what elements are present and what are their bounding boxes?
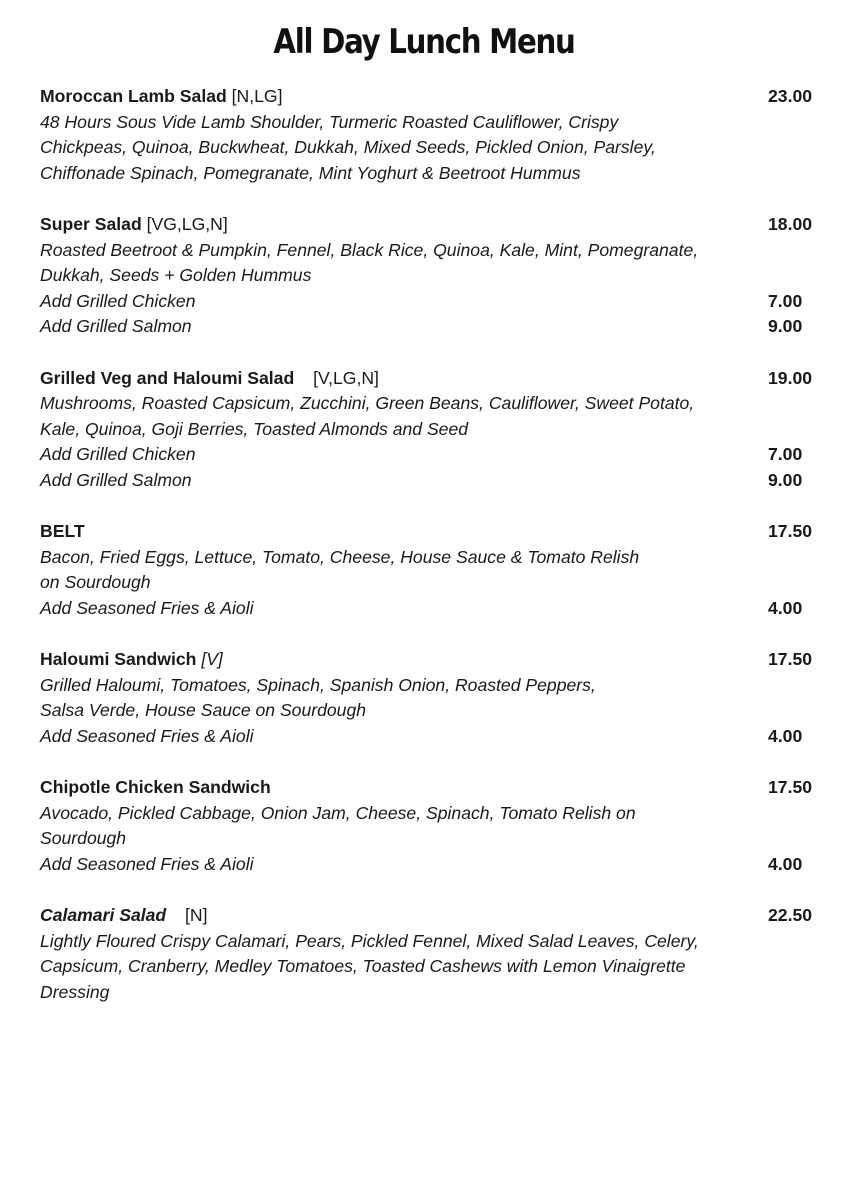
menu-item-description: on Sourdough bbox=[40, 572, 151, 593]
addon-label: Add Grilled Salmon bbox=[40, 469, 192, 490]
menu-item-header bbox=[40, 775, 820, 801]
menu-item-price: 18.00 bbox=[768, 213, 813, 234]
menu-item-name: Grilled Veg and Haloumi Salad bbox=[40, 367, 295, 388]
addon-price: 4.00 bbox=[768, 597, 803, 618]
menu-item-description: Kale, Quinoa, Goji Berries, Toasted Almonds and Seed bbox=[40, 418, 469, 439]
page-title: All Day Lunch Menu bbox=[273, 22, 575, 62]
addon-row bbox=[40, 314, 820, 340]
menu-item-description: Capsicum, Cranberry, Medley Tomatoes, Toasted Cashews with Lemon Vinaigrette bbox=[40, 956, 686, 977]
menu-item-description: Lightly Floured Crispy Calamari, Pears, Pickled Fennel, Mixed Salad Leaves, Celery, bbox=[40, 930, 699, 951]
addon-price: 9.00 bbox=[768, 316, 803, 337]
menu-item bbox=[40, 212, 820, 340]
addon-row bbox=[40, 468, 820, 494]
addon-price: 4.00 bbox=[768, 853, 803, 874]
menu-item-price: 17.50 bbox=[768, 777, 813, 798]
menu-item-price: 17.50 bbox=[768, 649, 813, 670]
menu-list bbox=[40, 84, 820, 1031]
addon-label: Add Seasoned Fries & Aioli bbox=[40, 597, 254, 618]
addon-row bbox=[40, 596, 820, 622]
menu-item-description: Roasted Beetroot & Pumpkin, Fennel, Black Rice, Quinoa, Kale, Mint, Pomegranate, bbox=[40, 239, 699, 260]
menu-item-name: Moroccan Lamb Salad bbox=[40, 86, 227, 106]
addon-label: Add Seasoned Fries & Aioli bbox=[40, 853, 254, 874]
addon-row bbox=[40, 442, 820, 468]
addon-price: 9.00 bbox=[768, 469, 803, 490]
menu-item-description: Chiffonade Spinach, Pomegranate, Mint Yoghurt & Beetroot Hummus bbox=[40, 162, 581, 183]
menu-item-description: Mushrooms, Roasted Capsicum, Zucchini, Green Beans, Cauliflower, Sweet Potato, bbox=[40, 393, 695, 414]
addon-price: 7.00 bbox=[768, 444, 803, 465]
menu-item-header bbox=[40, 903, 820, 929]
menu-item-description: Dukkah, Seeds + Golden Hummus bbox=[40, 265, 312, 286]
menu-item-description: Chickpeas, Quinoa, Buckwheat, Dukkah, Mixed Seeds, Pickled Onion, Parsley, bbox=[40, 137, 656, 158]
menu-item-header bbox=[40, 84, 820, 110]
menu-item-description: Bacon, Fried Eggs, Lettuce, Tomato, Cheese, House Sauce & Tomato Relish bbox=[40, 546, 640, 567]
menu-item-description: Avocado, Pickled Cabbage, Onion Jam, Cheese, Spinach, Tomato Relish on bbox=[40, 802, 636, 823]
menu-item bbox=[40, 84, 820, 186]
dietary-tag: [N] bbox=[185, 905, 208, 925]
menu-item-description: Salsa Verde, House Sauce on Sourdough bbox=[40, 700, 367, 721]
dietary-tag: [N,LG] bbox=[231, 86, 283, 106]
menu-item-header bbox=[40, 212, 820, 238]
addon-price: 7.00 bbox=[768, 290, 803, 311]
menu-item-header bbox=[40, 647, 820, 673]
menu-item bbox=[40, 775, 820, 877]
menu-item bbox=[40, 647, 820, 749]
menu-item-name: BELT bbox=[40, 521, 85, 542]
addon-label: Add Grilled Salmon bbox=[40, 316, 192, 337]
addon-label: Add Grilled Chicken bbox=[40, 444, 196, 465]
dietary-tag: [VG,LG,N] bbox=[146, 213, 228, 234]
menu-item-price: 23.00 bbox=[768, 86, 813, 106]
menu-item bbox=[40, 519, 820, 621]
menu-item-description: Dressing bbox=[40, 981, 110, 1002]
menu-item bbox=[40, 366, 820, 494]
addon-price: 4.00 bbox=[768, 725, 803, 746]
menu-item-name: Super Salad bbox=[40, 213, 142, 234]
dietary-tag: [V,LG,N] bbox=[313, 367, 379, 388]
addon-row bbox=[40, 852, 820, 878]
addon-row bbox=[40, 724, 820, 750]
menu-item-description: Sourdough bbox=[40, 828, 127, 849]
dietary-tag: [V] bbox=[201, 649, 223, 670]
menu-item-description: 48 Hours Sous Vide Lamb Shoulder, Turmeric Roasted Cauliflower, Crispy bbox=[40, 111, 619, 132]
addon-row bbox=[40, 289, 820, 315]
menu-item-description: Grilled Haloumi, Tomatoes, Spinach, Spanish Onion, Roasted Peppers, bbox=[40, 674, 596, 695]
menu-item-price: 22.50 bbox=[768, 905, 813, 925]
menu-item bbox=[40, 903, 820, 1005]
menu-item-name: Haloumi Sandwich bbox=[40, 649, 197, 670]
menu-item-name: Chipotle Chicken Sandwich bbox=[40, 777, 271, 798]
menu-item-name: Calamari Salad bbox=[40, 905, 167, 925]
menu-item-price: 19.00 bbox=[768, 367, 813, 388]
addon-label: Add Grilled Chicken bbox=[40, 290, 196, 311]
menu-item-header bbox=[40, 366, 820, 392]
menu-item-header bbox=[40, 519, 820, 545]
menu-item-price: 17.50 bbox=[768, 521, 813, 542]
addon-label: Add Seasoned Fries & Aioli bbox=[40, 725, 254, 746]
